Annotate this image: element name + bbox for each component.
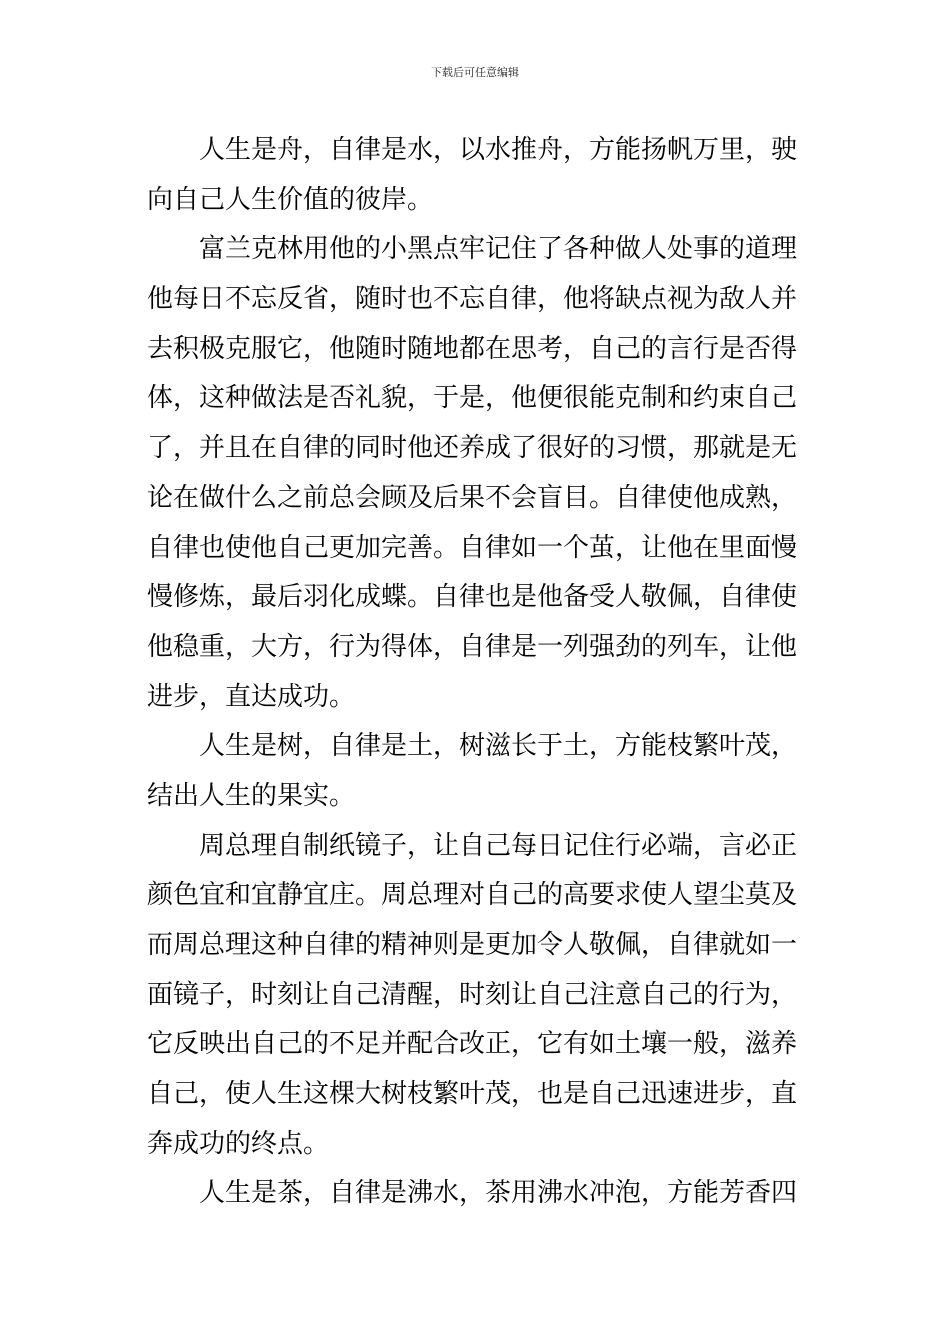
- text-line: 自己，使人生这棵大树枝繁叶茂，也是自己迅速进步，直: [147, 1079, 798, 1110]
- text-line: 体，这种做法是否礼貌，于是，他便很能克制和约束自己: [147, 383, 798, 414]
- text-line: 颜色宜和宜静宜庄。周总理对自己的高要求使人望尘莫及: [147, 880, 798, 911]
- text-line: 而周总理这种自律的精神则是更加令人敬佩，自律就如一: [147, 930, 798, 960]
- text-line: 去积极克服它，他随时随地都在思考，自己的言行是否得: [147, 333, 798, 364]
- paragraph-first-line: 人生是茶，自律是沸水，茶用沸水冲泡，方能芳香四: [199, 1178, 798, 1209]
- text-line: 结出人生的果实。: [147, 780, 356, 811]
- paragraph-first-line: 周总理自制纸镜子，让自己每日记住行必端，言必正: [199, 830, 798, 861]
- download-editable-note: 下载后可任意编辑: [431, 66, 519, 79]
- text-line: 它反映出自己的不足并配合改正，它有如土壤一般，滋养: [147, 1029, 798, 1060]
- document-body: [147, 126, 807, 1219]
- text-line: 向自己人生价值的彼岸。: [147, 184, 434, 215]
- text-line: 自律也使他自己更加完善。自律如一个茧，让他在里面慢: [147, 532, 798, 563]
- text-line: 奔成功的终点。: [147, 1128, 330, 1159]
- text-line: 他稳重，大方，行为得体，自律是一列强劲的列车，让他: [147, 631, 798, 662]
- text-line: 进步，直达成功。: [147, 681, 356, 712]
- paragraph-first-line: 人生是舟，自律是水，以水推舟，方能扬帆万里，驶: [199, 135, 798, 165]
- paragraph-first-line: 富兰克林用他的小黑点牢记住了各种做人处事的道理: [199, 234, 798, 265]
- text-line: 了，并且在自律的同时他还养成了很好的习惯，那就是无: [147, 433, 798, 464]
- text-line: 他每日不忘反省，随时也不忘自律，他将缺点视为敌人并: [147, 284, 798, 315]
- text-line: 慢修炼，最后羽化成蝶。自律也是他备受人敬佩，自律使: [147, 582, 798, 613]
- text-line: 论在做什么之前总会顾及后果不会盲目。自律使他成熟，: [147, 482, 798, 513]
- paragraph-first-line: 人生是树，自律是土，树滋长于土，方能枝繁叶茂，: [199, 731, 798, 762]
- text-line: 面镜子，时刻让自己清醒，时刻让自己注意自己的行为，: [147, 979, 798, 1010]
